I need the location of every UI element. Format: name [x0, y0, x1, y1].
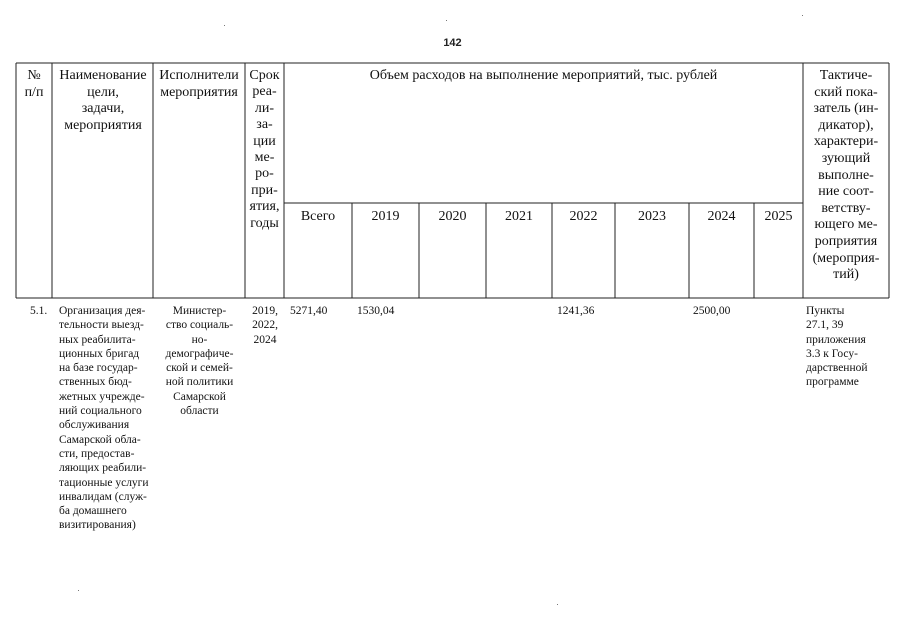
row-term: 2019, 2022, 2024 — [252, 305, 278, 346]
header-year-2024: 2024 — [707, 209, 736, 224]
scan-speck — [802, 15, 803, 16]
scan-speck — [446, 20, 447, 21]
header-col-expense: Объем расходов на выполнение мероприятий, тыс. рублей — [369, 68, 718, 83]
header-col-indicator: Тактиче- ский пока- затель (ин- дикатор), характери- зующий выполне- ние соот- ветству- ющего ме- роприятия (мероприя- тий) — [812, 68, 880, 283]
header-year-2025: 2025 — [764, 209, 793, 224]
row-indicator: Пункты 27.1, 39 приложения 3.3 к Госу- дарственной программе — [806, 305, 868, 389]
header-year-total: Всего — [300, 209, 336, 224]
header-col-term: Срок реа- ли- за- ции ме- ро- при- ятия, годы — [249, 68, 280, 231]
page-number: 142 — [443, 37, 462, 49]
row-activity-name: Организация дея- тельности выезд- ных реабилита- ционных бригад на базе государ- ственных бюд- жетных учрежде- ний социального обслуживания Самарской обла- сти, предостав- ляющих реабили- тационные услуги инвалидам (служ- ба домашнего визитирования) — [59, 305, 149, 532]
row-2024: 2500,00 — [693, 305, 731, 317]
row-total: 5271,40 — [290, 305, 328, 317]
row-2019: 1530,04 — [357, 305, 395, 317]
header-year-2021: 2021 — [505, 209, 533, 224]
header-col-executor: Исполнители мероприятия — [159, 68, 239, 100]
header-year-2022: 2022 — [569, 209, 598, 224]
header-year-2020: 2020 — [438, 209, 467, 224]
header-year-2023: 2023 — [638, 209, 666, 224]
scan-speck — [557, 604, 558, 605]
header-col-num: № п/п — [24, 68, 44, 100]
header-col-name: Наименование цели, задачи, мероприятия — [59, 68, 147, 133]
row-number: 5.1. — [30, 305, 48, 317]
row-executor: Министер- ство социаль- но- демографиче- ской и семей- ной политики Самарской области — [165, 305, 234, 418]
row-2022: 1241,36 — [557, 305, 595, 317]
scan-speck — [224, 25, 225, 26]
header-year-2019: 2019 — [371, 209, 400, 224]
scan-speck — [78, 590, 79, 591]
